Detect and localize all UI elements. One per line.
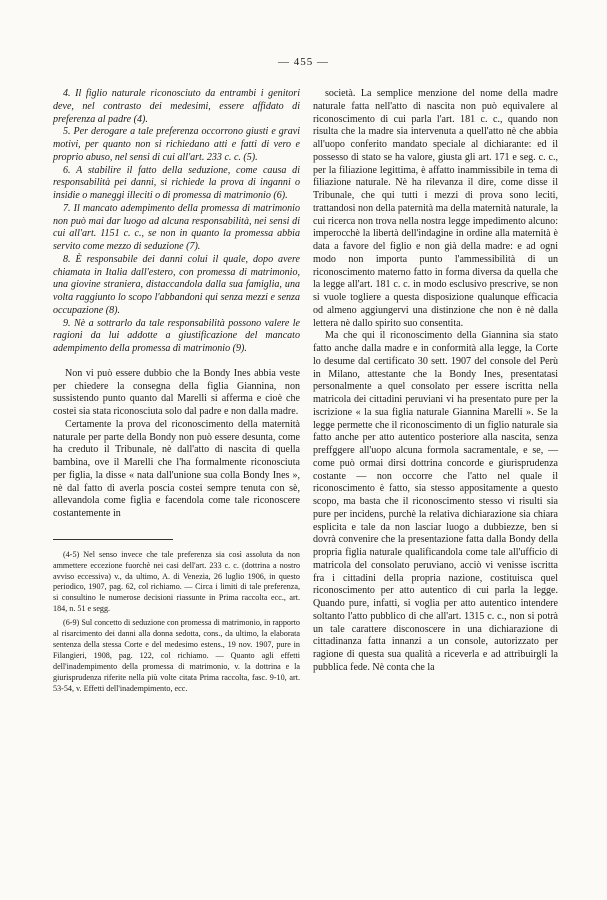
maxim-5: 5. Per derogare a tale preferenza occorrono giusti e gravi motivi, per quanto non si richiedano atti e fatti di vero e proprio abuso, nel sensi di cui all'art. 233 c. c. (5). <box>53 126 300 163</box>
footnote-6-9: (6-9) Sul concetto di seduzione con promessa di matrimonio, in rapporto al risarcimento dei danni alla donna sedotta, cons., da ultimo, la elaborata sentenza della stessa Corte e del medesimo estens., 19 nov. 1907, pure in Filangieri, 1908, pag. 122, col richiamo. — Quanto agli effetti dell'inadempimento della promessa di matrimonio, v. la dottrina e la giurisprudenza riferite nella più volte citata Prima raccolta, fasc. 9-10, art. 53-54, v. Effetti dell'inadempimento, ecc. <box>53 618 300 693</box>
body-paragraph: società. La semplice menzione del nome della madre naturale fatta nell'atto di nascita non può equivalere al riconoscimento di cui parla l'art. 181 c. c., quando non risulta che la madre sia intervenuta a quell'atto nè che abbia all'uopo conferito mandato speciale al dichiarante: ed il possesso di stato se ha valore, giusta gli art. 171 e seg. c. c., per la filiazione legittima, è affatto inammissibile in tema di filiazione naturale. Nè ha rilevanza il dire, come disse il Tribunale, che qui tutti i mezzi di prova sono leciti, trattandosi non della paternità ma della maternità naturale, la cui ricerca non trova nella nostra legge impedimento alcuno: imperocchè la libertà dell'indagine in ordine alla maternità è data a favore del figlio e non già della madre: e ad ogni modo non importa punto l'ammessibilità di un riconoscimento materno fatto in forma diversa da quella che la legge all'art. 181 c. c. in modo esclusivo prescrive, se non si vuole togliere a questa disposizione qualunque efficacia od almeno aggiungervi una distinzione che non è nè dalla lettera nè dallo spirito suo consentita. <box>313 88 558 329</box>
body-paragraph: Non vi può essere dubbio che la Bondy Ines abbia veste per chiedere la consegna della figlia Giannina, non sussistendo punto quanto dal Marelli si afferma e cioè che costei sia stata riconosciuta solo dal padre e non dalla madre. <box>53 367 300 417</box>
body-paragraph: Ma che qui il riconoscimento della Giannina sia stato fatto anche dalla madre e in conformità alla legge, la Corte lo desume dal certificato 30 sett. 1907 del console del Perù in Milano, attestante che la Bondy Ines, presentatasi personalmente a quel consolato per essere iscritta nella matricola dei cittadini peruviani vi ha presentato pure per la iscrizione « la sua figlia naturale Giannina Marelli ». Se la legge permette che il riconoscimento di un figlio naturale sia fatto anche per atto autentico posteriore alla nascita, senza preffggere all'uopo alcuna formola sacramentale, e se, — come può ormai dirsi dottrina concorde e giurisprudenza costante — non occorre che l'atto nel quale il riconoscimento è fatto, sia stesso appositamente a questo scopo, ma basta che il riconoscimento stesso vi risulti sia pure per incidens, purchè la relativa dichiarazione sia chiara esplicita e tale da non lasciar luogo a dubbiezze, ben si dovrà convenire che la presentazione fatta dalla Bondy della propria figlia naturale qualificandola come tale all'ufficio di matricola del consolato peruviano, acciò vi venisse iscritta fra i cittadini della propria nazione, costituisca quel riconoscimento per atto autentico di cui parla la legge. Quando pure, infatti, si voglia per atto autentico intendere soltanto l'atto pubblico di che all'art. 1315 c. c., non si potrà un tale carattere disconoscere in una dichiarazione di cittadinanza fatta innanzi a un console, autorizzato per ragione di questa sua qualità a riceverla e ad attribuirgli la pubblica fede. Nè conta che la <box>313 330 558 673</box>
footnote-divider <box>53 539 173 540</box>
maxim-6: 6. A stabilire il fatto della seduzione, come causa di responsabilità pei danni, si richiede la prova di inganni o insidie o maneggi illeciti o di promessa di matrimonio (6). <box>53 164 300 201</box>
maxims-block <box>53 88 300 356</box>
footnotes <box>53 550 300 695</box>
maxim-8: 8. È responsabile dei danni colui il quale, dopo avere chiamata in Italia dall'estero, con promessa di matrimonio, una giovine straniera, distaccandola dalla sua famiglia, una volta raggiunto lo scopo l'abbandoni qui senza mezzi e senza occupazione (8). <box>53 253 300 316</box>
maxim-9: 9. Nè a sottrarlo da tale responsabilità possono valere le ragioni da lui addotte a giustificazione del mancato adempimento della promessa di matrimonio (9). <box>53 317 300 354</box>
left-body-text <box>53 368 300 521</box>
body-paragraph: Certamente la prova del riconoscimento della maternità naturale per parte della Bondy non può essere desunta, come ha creduto il Tribunale, nè dall'atto di nascita di quella bambina, ove il Marelli che l'ha formalmente riconosciuta per figlia, la disse « nata dall'unione sua colla Bondy Ines », nè dal fatto di averla poscia costei sempre tenuta con sè, allevandola come figlia e facendola come tale riconoscere costantemente in <box>53 418 300 519</box>
maxim-4: 4. Il figlio naturale riconosciuto da entrambi i genitori deve, nel contrasto dei medesimi, essere affidato di preferenza al padre (4). <box>53 88 300 125</box>
left-column <box>53 88 300 698</box>
maxim-7: 7. Il mancato adempimento della promessa di matrimonio non può mai dar luogo ad alcuna responsabilità, nei sensi di cui all'art. 1151 c. c., se non in quanto la promessa abbia servito come mezzo di seduzione (7). <box>53 202 300 252</box>
footnote-4-5: (4-5) Nel senso invece che tale preferenza sia così assoluta da non ammettere eccezione fuorchè nei casi dell'art. 233 c. c. (dottrina a nostro avviso eccessiva) v., da ultimo, A. di Venezia, 26 luglio 1906, in questo periodico, 1907, pag. 62, col richiamo. — Circa i limiti di tale preferenza, si consultino le numerose decisioni riassunte in Prima raccolta ecc., art. 184, n. 51 e segg. <box>53 549 300 614</box>
page-number: — 455 — <box>278 56 329 68</box>
right-column <box>313 88 558 675</box>
